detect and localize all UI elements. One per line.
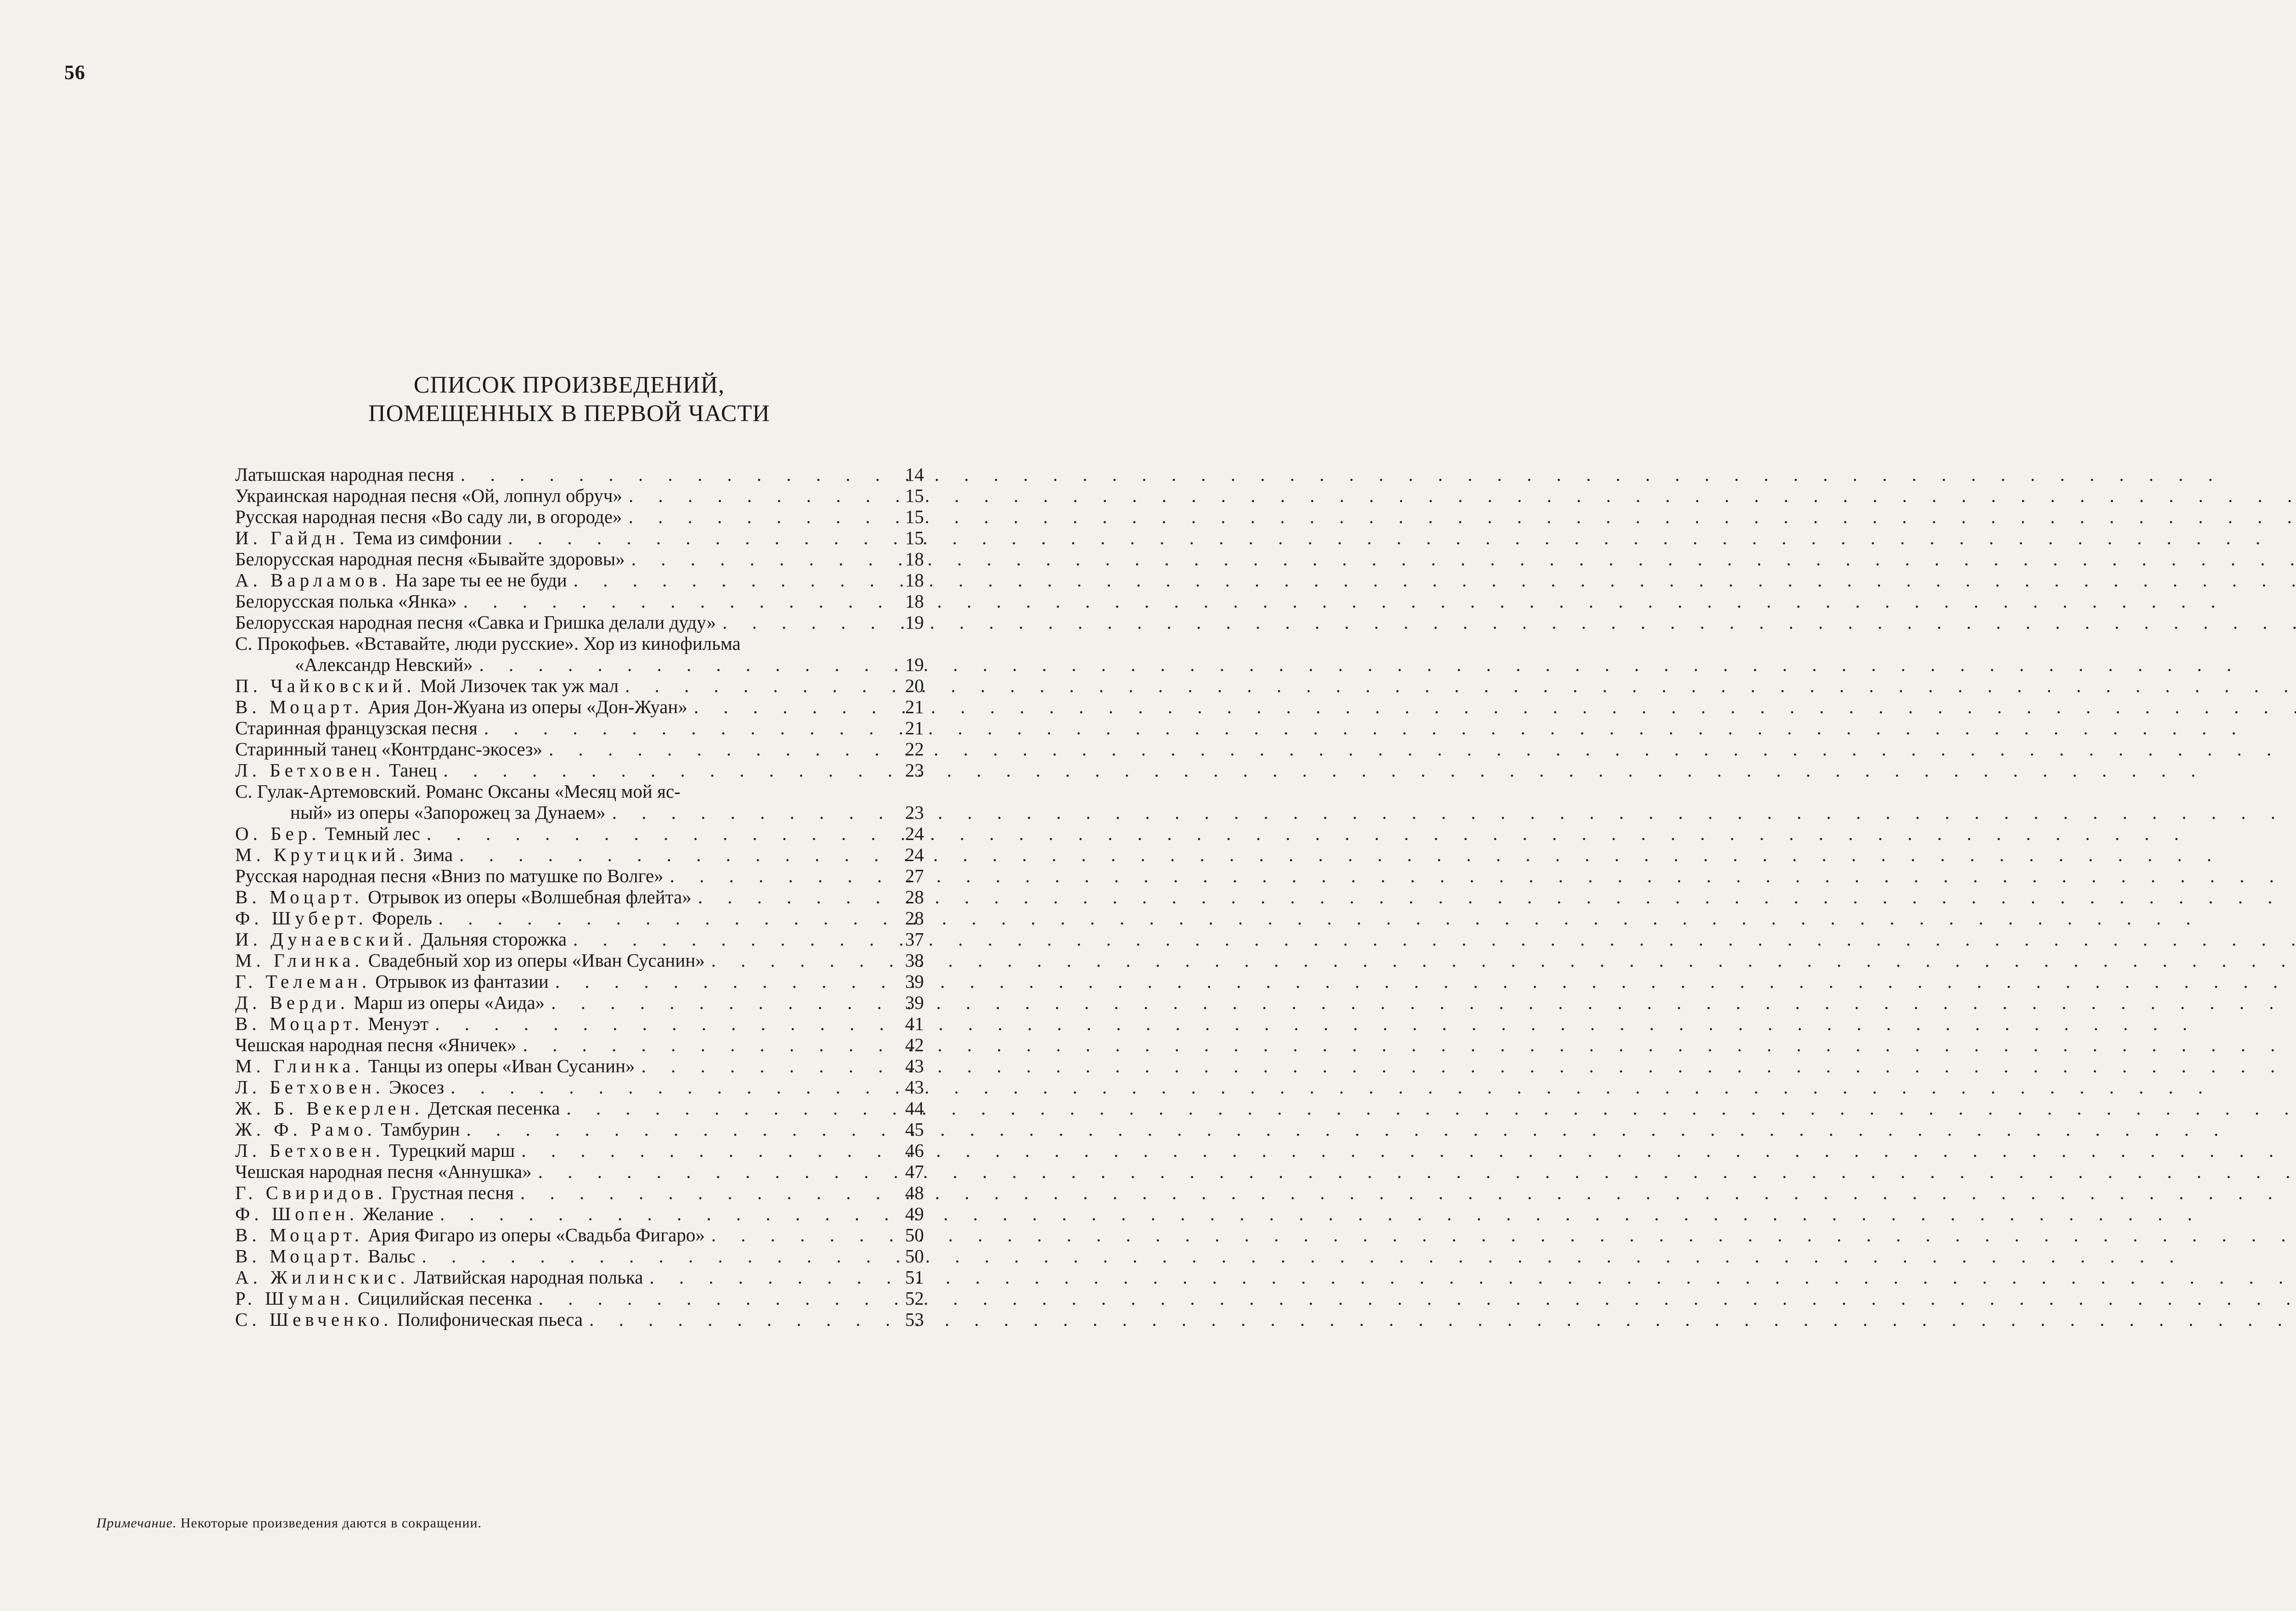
toc-entry-author: Д. Верди. bbox=[235, 992, 349, 1013]
toc-entry-page: 21 bbox=[905, 696, 924, 717]
toc-entry-author: М. Крутицкий. bbox=[235, 844, 409, 865]
leader-dots bbox=[551, 992, 894, 1013]
toc-entry-text bbox=[235, 760, 437, 781]
toc-entry-title: Танец bbox=[384, 760, 437, 781]
leader-dots bbox=[466, 1119, 894, 1140]
toc-entry-page: 18 bbox=[905, 591, 924, 612]
leader-dots bbox=[523, 1034, 894, 1055]
leader-dots bbox=[573, 929, 894, 950]
leader-dots bbox=[521, 1140, 894, 1161]
toc-entry-text bbox=[235, 1034, 517, 1055]
toc-entry bbox=[235, 548, 924, 569]
toc-entry bbox=[235, 485, 924, 506]
toc-entry-text bbox=[235, 696, 687, 717]
toc-entry-page: 47 bbox=[905, 1161, 924, 1182]
toc-entry bbox=[235, 802, 924, 823]
leader-dots bbox=[463, 591, 894, 612]
toc-entry-title: Романс Оксаны «Месяц мой яс- bbox=[421, 781, 681, 802]
toc-entry-page: 23 bbox=[905, 802, 924, 823]
toc-entry-title: Латвийская народная полька bbox=[409, 1267, 643, 1288]
toc-entry-text bbox=[235, 675, 619, 696]
toc-entry-text bbox=[235, 1288, 532, 1309]
leader-dots bbox=[422, 1245, 894, 1267]
title-line-2: ПОМЕЩЕННЫХ В ПЕРВОЙ ЧАСТИ bbox=[368, 400, 770, 427]
toc-entry bbox=[235, 1245, 924, 1267]
toc-entry bbox=[235, 1288, 924, 1309]
toc-entry-page: 43 bbox=[905, 1076, 924, 1098]
toc-entry-text bbox=[235, 823, 420, 844]
toc-entry-page: 18 bbox=[905, 569, 924, 591]
toc-entry-author: С. Прокофьев. bbox=[235, 633, 350, 654]
toc-entry-author: А. Варламов. bbox=[235, 569, 391, 591]
toc-entry-text bbox=[235, 907, 432, 929]
toc-entry-text bbox=[235, 569, 567, 591]
toc-entry-title: Русская народная песня «Во саду ли, в огороде» bbox=[235, 506, 622, 527]
toc-entry-text bbox=[235, 1203, 433, 1224]
toc-entry-page: 41 bbox=[905, 1013, 924, 1034]
leader-dots bbox=[574, 569, 894, 591]
leader-dots bbox=[612, 802, 894, 823]
leader-dots bbox=[642, 1055, 894, 1076]
leader-dots bbox=[538, 1161, 894, 1182]
toc-entry bbox=[235, 907, 924, 929]
toc-entry-text bbox=[235, 717, 478, 738]
leader-dots bbox=[722, 612, 894, 633]
leader-dots bbox=[484, 717, 894, 738]
toc-entry-text bbox=[235, 506, 622, 527]
toc-entry-title: Мой Лизочек так уж мал bbox=[415, 675, 619, 696]
toc-entry-author: В. Моцарт. bbox=[235, 1224, 363, 1245]
leader-dots bbox=[427, 823, 894, 844]
leader-dots bbox=[694, 696, 894, 717]
toc-entry-page: 48 bbox=[905, 1182, 924, 1203]
toc-entry-text bbox=[235, 929, 567, 950]
toc-entry-title: Тамбурин bbox=[376, 1119, 460, 1140]
toc-entry-author: Л. Бетховен. bbox=[235, 1140, 384, 1161]
footnote-text: Некоторые произведения даются в сокращении. bbox=[176, 1515, 482, 1531]
leader-dots bbox=[461, 464, 894, 485]
toc-entry bbox=[235, 1098, 924, 1119]
toc-entry-text bbox=[235, 1309, 583, 1330]
toc-entry bbox=[235, 1267, 924, 1288]
toc-entry bbox=[235, 675, 924, 696]
toc-entry-text bbox=[235, 1267, 643, 1288]
toc-entry bbox=[235, 929, 924, 950]
toc-entry-title: Отрывок из оперы «Волшебная флейта» bbox=[363, 886, 692, 907]
toc-entry-page: 51 bbox=[905, 1267, 924, 1288]
leader-dots bbox=[539, 1288, 894, 1309]
toc-entry-text bbox=[235, 971, 549, 992]
toc-entry-author: И. Дунаевский. bbox=[235, 929, 416, 950]
toc-entry-title: Старинная французская песня bbox=[235, 717, 478, 738]
toc-entry-title: Ария Дон-Жуана из оперы «Дон-Жуан» bbox=[363, 696, 687, 717]
toc-entry-title: Детская песенка bbox=[423, 1098, 560, 1119]
toc-entry-author: П. Чайковский. bbox=[235, 675, 416, 696]
toc-entry bbox=[235, 717, 924, 738]
toc-entry-page: 14 bbox=[905, 464, 924, 485]
toc-entry-page: 24 bbox=[905, 844, 924, 865]
toc-entry-author: М. Глинка. bbox=[235, 1055, 364, 1076]
toc-entry-page: 15 bbox=[905, 506, 924, 527]
page-title bbox=[0, 371, 1138, 428]
leader-dots bbox=[649, 1267, 894, 1288]
toc-entry-text bbox=[235, 1055, 635, 1076]
toc-entry bbox=[235, 1203, 924, 1224]
toc-entry-page: 38 bbox=[905, 950, 924, 971]
toc-entry bbox=[235, 1161, 924, 1182]
toc-entry-author: М. Глинка. bbox=[235, 950, 364, 971]
toc-entry-title: Чешская народная песня «Аннушка» bbox=[235, 1161, 532, 1182]
toc-entry-text bbox=[235, 1098, 560, 1119]
toc-entry bbox=[235, 971, 924, 992]
toc-entry-title: Полифоническая пьеса bbox=[392, 1309, 583, 1330]
toc-entry-author: Л. Бетховен. bbox=[235, 760, 384, 781]
toc-entry-text bbox=[235, 844, 453, 865]
toc-entry-author: Ж. Б. Векерлен. bbox=[235, 1098, 423, 1119]
toc-entry-title: «Вставайте, люди русские». Хор из кинофильма bbox=[349, 633, 741, 654]
toc-entry-title: Чешская народная песня «Яничек» bbox=[235, 1034, 517, 1055]
toc-entry-page: 49 bbox=[905, 1203, 924, 1224]
toc-entry-page: 27 bbox=[905, 865, 924, 886]
leader-dots bbox=[440, 1203, 894, 1224]
toc-entry-page: 22 bbox=[905, 738, 924, 760]
toc-entry-page: 15 bbox=[905, 527, 924, 548]
toc-entry-text bbox=[235, 548, 625, 569]
toc-entry bbox=[235, 886, 924, 907]
leader-dots bbox=[443, 760, 894, 781]
toc-entry-page: 23 bbox=[905, 760, 924, 781]
leader-dots bbox=[629, 485, 894, 506]
toc-entry bbox=[235, 760, 924, 781]
toc-entry-page: 21 bbox=[905, 717, 924, 738]
toc-entry-title: Тема из симфонии bbox=[348, 527, 502, 548]
toc-entry-text bbox=[235, 1076, 444, 1098]
toc-entry bbox=[235, 1034, 924, 1055]
toc-entry bbox=[235, 1140, 924, 1161]
toc-entry-continuation: «Александр Невский» bbox=[295, 654, 473, 675]
toc-entry bbox=[235, 1013, 924, 1034]
toc-entry-title: Белорусская народная песня «Савка и Гришка делали дуду» bbox=[235, 612, 716, 633]
toc-entry bbox=[235, 1119, 924, 1140]
toc-entry-author: В. Моцарт. bbox=[235, 1013, 363, 1034]
toc-entry bbox=[235, 865, 924, 886]
leader-dots bbox=[698, 886, 894, 907]
footnote-label: Примечание. bbox=[96, 1515, 177, 1531]
toc-entry-text bbox=[235, 527, 501, 548]
page-number: 56 bbox=[64, 61, 85, 84]
toc-entry-author: Ж. Ф. Рамо. bbox=[235, 1119, 376, 1140]
toc-entry-author: Г. Телеман. bbox=[235, 971, 371, 992]
toc-entry-author: С. Гулак-Артемовский. bbox=[235, 781, 421, 802]
toc-entry-title: Грустная песня bbox=[386, 1182, 514, 1203]
leader-dots bbox=[670, 865, 894, 886]
leader-dots bbox=[508, 527, 894, 548]
leader-dots bbox=[711, 950, 894, 971]
toc-entry bbox=[235, 1309, 924, 1330]
toc-entry-line bbox=[235, 633, 924, 654]
toc-entry-author: О. Бер. bbox=[235, 823, 321, 844]
toc-entry-title: Турецкий марш bbox=[384, 1140, 515, 1161]
toc-entry-page: 50 bbox=[905, 1245, 924, 1267]
toc-entry bbox=[235, 696, 924, 717]
toc-entry bbox=[235, 654, 924, 675]
toc-entry bbox=[235, 612, 924, 633]
toc-entry-page: 37 bbox=[905, 929, 924, 950]
toc-entry-author: Ф. Шопен. bbox=[235, 1203, 359, 1224]
toc-entry bbox=[235, 464, 924, 485]
toc-entry-title: Украинская народная песня «Ой, лопнул обруч» bbox=[235, 485, 622, 506]
toc-entry-text bbox=[235, 485, 622, 506]
table-of-contents bbox=[235, 464, 924, 1330]
toc-entry-text bbox=[235, 992, 545, 1013]
toc-entry-title: Танцы из оперы «Иван Сусанин» bbox=[363, 1055, 635, 1076]
toc-entry-title: Вальс bbox=[363, 1245, 416, 1267]
toc-entry bbox=[235, 1224, 924, 1245]
toc-entry-text bbox=[235, 886, 692, 907]
toc-entry-page: 42 bbox=[905, 1034, 924, 1055]
toc-entry-page: 20 bbox=[905, 675, 924, 696]
leader-dots bbox=[566, 1098, 894, 1119]
leader-dots bbox=[479, 654, 894, 675]
toc-entry bbox=[235, 1182, 924, 1203]
toc-entry-page: 50 bbox=[905, 1224, 924, 1245]
toc-entry-title: Отрывок из фантазии bbox=[370, 971, 549, 992]
leader-dots bbox=[589, 1309, 894, 1330]
toc-entry-text bbox=[235, 1161, 532, 1182]
toc-entry-text bbox=[235, 1182, 514, 1203]
toc-entry bbox=[235, 992, 924, 1013]
toc-entry-title: Свадебный хор из оперы «Иван Сусанин» bbox=[363, 950, 705, 971]
toc-entry-title: Экосез bbox=[384, 1076, 445, 1098]
toc-entry-text bbox=[235, 1013, 428, 1034]
toc-entry-title: Ария Фигаро из оперы «Свадьба Фигаро» bbox=[363, 1224, 705, 1245]
leader-dots bbox=[435, 1013, 894, 1034]
toc-entry-title: Менуэт bbox=[363, 1013, 429, 1034]
toc-entry-text bbox=[235, 1224, 705, 1245]
toc-entry-page: 24 bbox=[905, 823, 924, 844]
toc-entry-title: Старинный танец «Контрданс-экосез» bbox=[235, 738, 542, 760]
toc-entry-page: 53 bbox=[905, 1309, 924, 1330]
toc-entry-continuation: ный» из оперы «Запорожец за Дунаем» bbox=[290, 802, 606, 823]
leader-dots bbox=[520, 1182, 894, 1203]
toc-entry-text bbox=[235, 1245, 415, 1267]
toc-entry-title: Русская народная песня «Вниз по матушке по Волге» bbox=[235, 865, 664, 886]
toc-entry-title: Латышская народная песня bbox=[235, 464, 455, 485]
toc-entry-title: Сицилийская песенка bbox=[353, 1288, 532, 1309]
toc-entry bbox=[235, 823, 924, 844]
leader-dots bbox=[711, 1224, 894, 1245]
toc-entry-title: Дальняя сторожка bbox=[416, 929, 567, 950]
toc-entry bbox=[235, 950, 924, 971]
toc-entry bbox=[235, 591, 924, 612]
leader-dots bbox=[629, 506, 894, 527]
toc-entry-page: 19 bbox=[905, 612, 924, 633]
toc-entry-page: 39 bbox=[905, 971, 924, 992]
toc-entry-page: 44 bbox=[905, 1098, 924, 1119]
toc-entry-text bbox=[235, 591, 457, 612]
toc-entry-title: Марш из оперы «Аида» bbox=[349, 992, 545, 1013]
leader-dots bbox=[625, 675, 894, 696]
toc-entry-page: 39 bbox=[905, 992, 924, 1013]
toc-entry-text bbox=[235, 950, 705, 971]
toc-entry-author: В. Моцарт. bbox=[235, 696, 363, 717]
toc-entry-author: А. Жилинскис. bbox=[235, 1267, 409, 1288]
toc-entry-title: Желание bbox=[358, 1203, 433, 1224]
toc-entry bbox=[235, 506, 924, 527]
toc-entry-page: 46 bbox=[905, 1140, 924, 1161]
footnote bbox=[96, 1515, 482, 1531]
toc-entry-text bbox=[235, 612, 716, 633]
leader-dots bbox=[549, 738, 894, 760]
toc-entry bbox=[235, 844, 924, 865]
leader-dots bbox=[459, 844, 894, 865]
toc-entry-title: Белорусская полька «Янка» bbox=[235, 591, 457, 612]
toc-entry-author: Л. Бетховен. bbox=[235, 1076, 384, 1098]
toc-entry-title: Темный лес bbox=[320, 823, 421, 844]
toc-entry bbox=[235, 527, 924, 548]
toc-entry-line bbox=[235, 781, 924, 802]
toc-entry-title: На заре ты ее не буди bbox=[390, 569, 567, 591]
toc-entry-author: И. Гайдн. bbox=[235, 527, 349, 548]
toc-entry-page: 45 bbox=[905, 1119, 924, 1140]
toc-entry-author: В. Моцарт. bbox=[235, 1245, 363, 1267]
leader-dots bbox=[450, 1076, 894, 1098]
toc-entry-page: 18 bbox=[905, 548, 924, 569]
toc-entry-author: Г. Свиридов. bbox=[235, 1182, 387, 1203]
toc-entry-text bbox=[235, 738, 542, 760]
leader-dots bbox=[631, 548, 894, 569]
toc-entry-author: С. Шевченко. bbox=[235, 1309, 393, 1330]
toc-entry bbox=[235, 738, 924, 760]
toc-entry-text bbox=[235, 1140, 515, 1161]
title-line-1: СПИСОК ПРОИЗВЕДЕНИЙ, bbox=[413, 372, 725, 398]
toc-entry-page: 19 bbox=[905, 654, 924, 675]
toc-entry bbox=[235, 1055, 924, 1076]
leader-dots bbox=[555, 971, 894, 992]
toc-entry-author: В. Моцарт. bbox=[235, 886, 363, 907]
toc-entry-page: 43 bbox=[905, 1055, 924, 1076]
toc-entry-page: 52 bbox=[905, 1288, 924, 1309]
toc-entry bbox=[235, 1076, 924, 1098]
toc-entry-title: Зима bbox=[408, 844, 453, 865]
leader-dots bbox=[439, 907, 894, 929]
toc-entry-page: 28 bbox=[905, 907, 924, 929]
toc-entry-title: Форель bbox=[367, 907, 432, 929]
toc-entry bbox=[235, 569, 924, 591]
toc-entry-text bbox=[235, 1119, 460, 1140]
toc-entry-page: 28 bbox=[905, 886, 924, 907]
toc-entry-title: Белорусская народная песня «Бывайте здоровы» bbox=[235, 548, 625, 569]
toc-entry-text bbox=[235, 464, 454, 485]
toc-entry-page: 15 bbox=[905, 485, 924, 506]
toc-entry-author: Р. Шуман. bbox=[235, 1288, 353, 1309]
toc-entry-author: Ф. Шуберт. bbox=[235, 907, 367, 929]
toc-entry-text bbox=[235, 865, 664, 886]
